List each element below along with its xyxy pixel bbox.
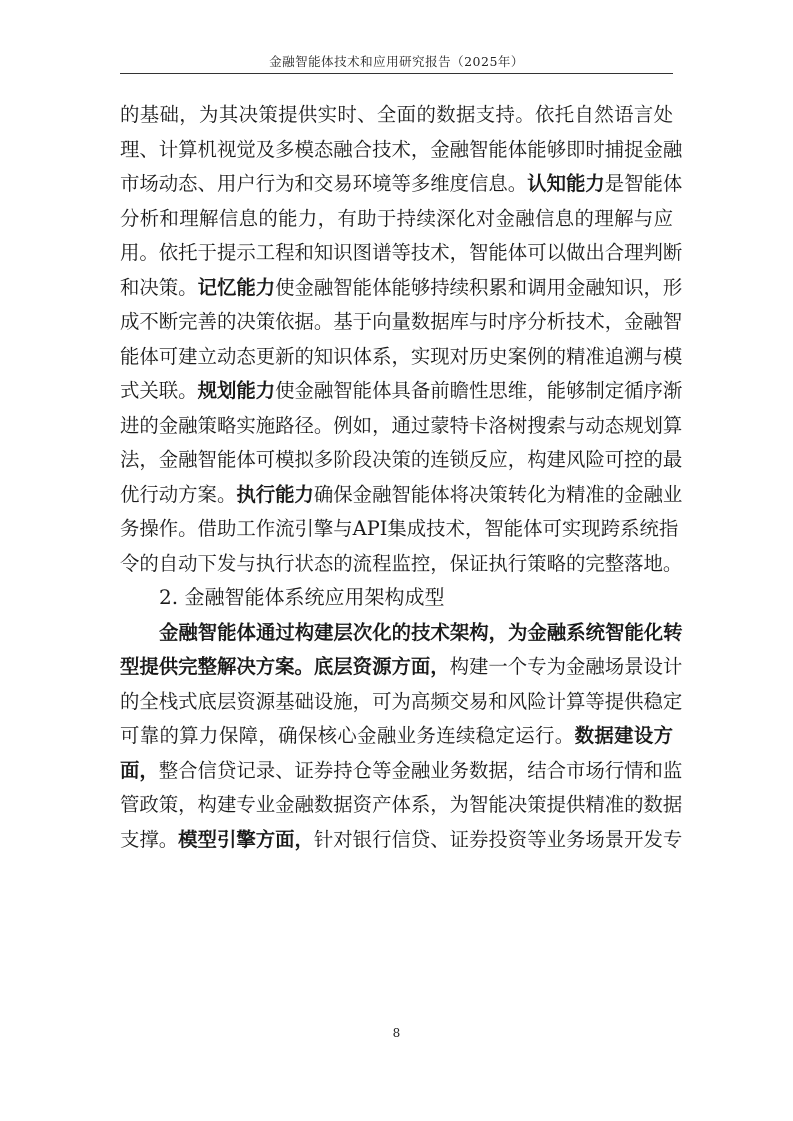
text-run: 支撑。 bbox=[120, 827, 179, 851]
text-run: 针对银行信贷、证券投资等业务场景开发专 bbox=[313, 827, 683, 851]
term-model-engine: 模型引擎方面， bbox=[178, 827, 314, 851]
body-line: 能体可建立动态更新的知识体系，实现对历史案例的精准追溯与模 bbox=[120, 344, 683, 368]
running-header: 金融智能体技术和应用研究报告（2025年） bbox=[269, 54, 524, 69]
body-line: 务操作。借助工作流引擎与API集成技术，智能体可实现跨系统指 bbox=[120, 517, 679, 540]
body-line bbox=[120, 171, 683, 206]
term-data-construction: 面， bbox=[120, 758, 159, 782]
text-run: 构建一个专为金融场景设计 bbox=[449, 655, 683, 678]
term-infrastructure: 底层资源方面， bbox=[313, 655, 450, 678]
section-heading: 2. 金融智能体系统应用架构成型 bbox=[159, 585, 445, 609]
body-line: 用。依托于提示工程和知识图谱等技术，智能体可以做出合理判断 bbox=[120, 241, 683, 264]
body-line bbox=[120, 378, 683, 413]
body-line: 的全栈式底层资源基础设施，可为高频交易和风险计算等提供稳定 bbox=[120, 689, 683, 713]
lead-sentence: 型提供完整解决方案。 bbox=[120, 655, 314, 678]
body-line: 进的金融策略实施路径。例如，通过蒙特卡洛树搜索与动态规划算 bbox=[120, 413, 683, 437]
header-rule bbox=[120, 73, 673, 74]
body-line: 分析和理解信息的能力，有助于持续深化对金融信息的理解与应 bbox=[120, 206, 673, 230]
body-line bbox=[120, 654, 683, 689]
text-run: 市场动态、用户行为和交易环境等多维度信息。 bbox=[120, 172, 528, 195]
term-execution: 执行能力 bbox=[236, 482, 314, 506]
body-line: 法，金融智能体可模拟多阶段决策的连锁反应，构建风险可控的最 bbox=[120, 448, 683, 471]
body-line bbox=[120, 758, 683, 793]
body-line bbox=[120, 620, 683, 655]
text-run: 式关联。 bbox=[120, 379, 198, 402]
body-line: 成不断完善的决策依据。基于向量数据库与时序分析技术，金融智 bbox=[120, 310, 683, 333]
text-run: 使金融智能体能够持续积累和调用金融知识，形 bbox=[275, 275, 683, 299]
text-run: 整合信贷记录、证券持仓等金融业务数据，结合市场行情和监 bbox=[158, 758, 683, 782]
body-line: 令的自动下发与执行状态的流程监控，保证执行策略的完整落地。 bbox=[120, 551, 683, 575]
body-line bbox=[120, 723, 673, 758]
body-line: 理、计算机视觉及多模态融合技术，金融智能体能够即时捕捉金融 bbox=[120, 137, 683, 161]
body-line: 的基础，为其决策提供实时、全面的数据支持。依托自然语言处 bbox=[120, 103, 673, 126]
body-line bbox=[120, 275, 683, 310]
body-line bbox=[120, 827, 683, 862]
term-planning: 规划能力 bbox=[197, 379, 276, 402]
term-data-construction: 数据建设方 bbox=[574, 724, 674, 747]
text-run: 使金融智能体具备前瞻性思维，能够制定循序渐 bbox=[275, 379, 683, 402]
page-body bbox=[120, 102, 683, 861]
text-run: 优行动方案。 bbox=[120, 482, 237, 506]
page-number: 8 bbox=[392, 1026, 401, 1040]
term-cognition: 认知能力 bbox=[527, 172, 605, 195]
lead-sentence: 金融智能体通过构建层次化的技术架构，为金融系统智能化转 bbox=[159, 620, 683, 644]
body-line bbox=[120, 482, 683, 517]
text-run: 确保金融智能体将决策转化为精准的金融业 bbox=[313, 482, 683, 506]
text-run: 可靠的算力保障，确保核心金融业务连续稳定运行。 bbox=[120, 724, 575, 747]
term-memory: 记忆能力 bbox=[197, 275, 276, 299]
body-line: 管政策，构建专业金融数据资产体系，为智能决策提供精准的数据 bbox=[120, 793, 683, 816]
text-run: 和决策。 bbox=[120, 275, 198, 299]
text-run: 是智能体 bbox=[604, 172, 683, 195]
